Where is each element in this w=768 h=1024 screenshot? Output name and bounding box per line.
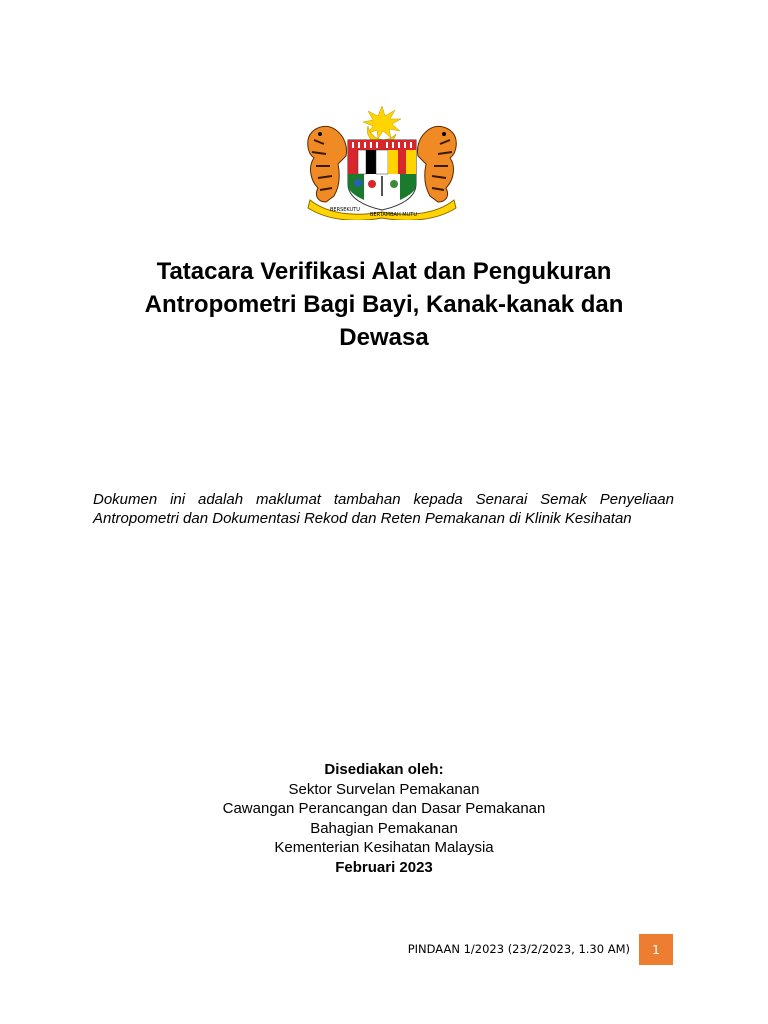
- footer-revision: PINDAAN 1/2023 (23/2/2023, 1.30 AM): [407, 942, 630, 956]
- document-description: Dokumen ini adalah maklumat tambahan kepada Senarai Semak Penyeliaan Antropometri dan Dokumentasi Rekod dan Reten Pemakanan di Klinik Kesihatan: [93, 491, 674, 527]
- title-line-2: Antropometri Bagi Bayi, Kanak-kanak dan: [144, 291, 624, 318]
- page-number-badge: 1: [639, 934, 673, 965]
- crest-motto-right: BERTAMBAH MUTU: [370, 212, 417, 218]
- malaysia-coat-of-arms-icon: [300, 104, 464, 220]
- title-line-3: Dewasa: [339, 324, 429, 351]
- prepared-date: Februari 2023: [335, 858, 433, 876]
- document-title: [84, 255, 684, 354]
- prepared-by-line-1: Sektor Survelan Pemakanan: [288, 780, 480, 798]
- crest-motto-left: BERSEKUTU: [330, 207, 360, 213]
- prepared-by-line-3: Bahagian Pemakanan: [310, 819, 458, 837]
- prepared-by-line-2: Cawangan Perancangan dan Dasar Pemakanan: [222, 800, 546, 817]
- title-line-1: Tatacara Verifikasi Alat dan Pengukuran: [156, 258, 612, 285]
- prepared-by-block: [134, 760, 634, 877]
- prepared-by-line-4: Kementerian Kesihatan Malaysia: [274, 839, 494, 856]
- prepared-by-heading: Disediakan oleh:: [324, 761, 444, 778]
